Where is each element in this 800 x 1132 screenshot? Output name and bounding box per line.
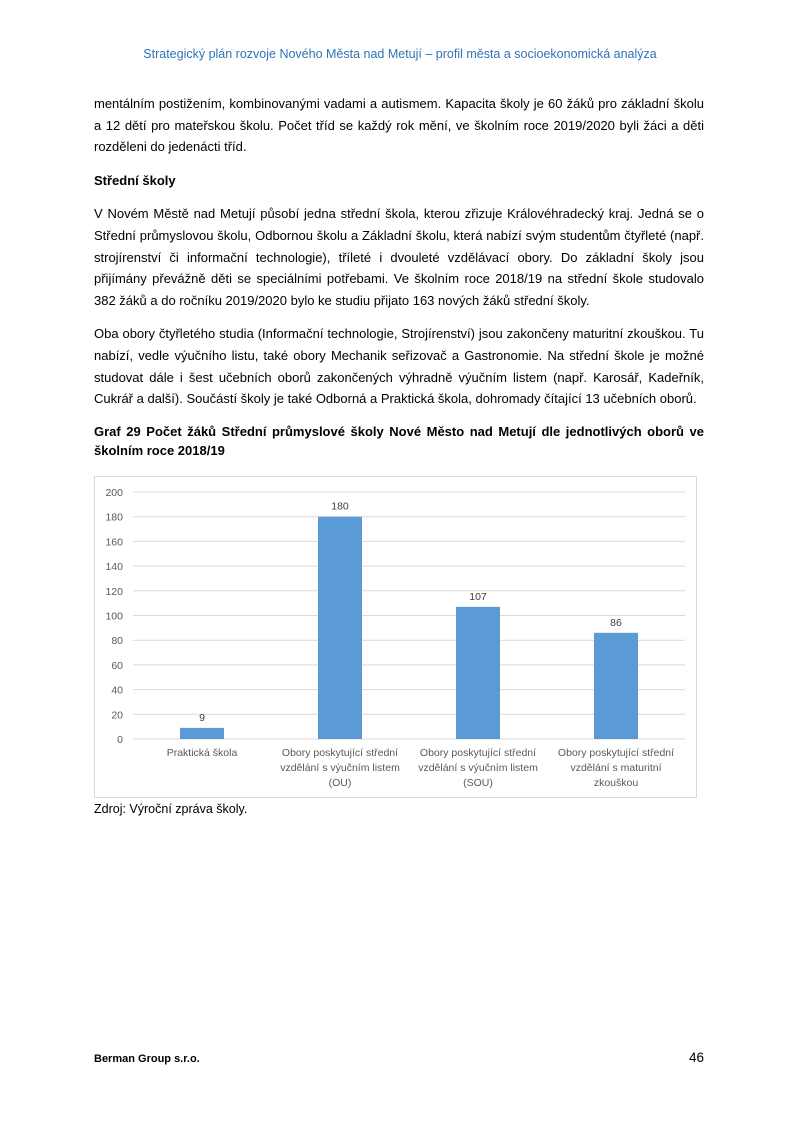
running-header: Strategický plán rozvoje Nového Města nad Metují – profil města a socioekonomická analýza <box>143 47 657 61</box>
paragraph-2: V Novém Městě nad Metují působí jedna střední škola, kterou zřizuje Královéhradecký kraj. Jedná se o Střední průmyslovou školu, Odbornou školu a Základní školu, která nabízí svým studentům čtyřleté (např. strojírenství či informační technologie), tříleté i dvouleté vzdělávací obory. Do základní školy jsou přijímány převážně děti se speciálními potřebami. Ve školním roce 2018/19 na střední škole studovalo 382 žáků a do ročníku 2019/2020 bylo ke studiu přijato 163 nových žáků střední školy. <box>94 206 704 308</box>
x-tick-label-line: Obory poskytující střední <box>557 747 675 759</box>
y-tick-label: 200 <box>105 487 123 499</box>
figure-source: Zdroj: Výroční zpráva školy. <box>94 802 248 816</box>
footer-company: Berman Group s.r.o. <box>94 1053 200 1065</box>
x-tick-label <box>280 747 400 789</box>
x-tick-label-line: vzdělání s maturitní <box>570 762 662 774</box>
bar <box>180 728 224 739</box>
data-label: 86 <box>610 616 622 629</box>
y-tick-label: 0 <box>117 734 123 746</box>
x-tick-label <box>167 747 238 759</box>
y-tick-label: 20 <box>111 709 123 722</box>
x-tick-label-line: zkouškou <box>593 777 639 789</box>
bar <box>318 517 362 739</box>
x-tick-label-line: vzdělání s výučním listem <box>418 762 538 774</box>
paragraph-1: mentálním postižením, kombinovanými vadami a autismem. Kapacita školy je 60 žáků pro základní školu a 12 dětí pro mateřskou školu. Počet tříd se každý rok mění, ve školním roce 2019/2020 byli žáci a děti rozděleni do jedenácti tříd. <box>94 96 704 155</box>
bar-chart <box>95 477 696 797</box>
x-tick-label-line: Obory poskytující střední <box>419 747 537 759</box>
x-tick-label-line: vzdělání s výučním listem <box>280 762 400 774</box>
data-label: 107 <box>469 590 487 603</box>
paragraph-3: Oba obory čtyřletého studia (Informační technologie, Strojírenství) jsou zakončeny maturitní zkouškou. Tu nabízí, vedle výučního listu, také obory Mechanik seřizovač a Gastronomie. Na střední škole je možné studovat dále i šest učebních oborů zakončených výhradně výučním listem (např. Karosář, Kadeřník, Cukrář a další). Součástí školy je také Odborná a Praktická škola, dohromady čítající 13 učebních oborů. <box>94 326 704 407</box>
data-label: 180 <box>331 500 349 513</box>
y-tick-label: 180 <box>105 511 123 524</box>
y-tick-label: 60 <box>111 659 123 672</box>
bar <box>594 633 638 739</box>
chart-container <box>94 476 697 798</box>
x-tick-label-line: (SOU) <box>463 777 493 789</box>
section-heading: Střední školy <box>94 172 176 188</box>
y-tick-label: 120 <box>105 585 123 598</box>
x-tick-label-line: Obory poskytující střední <box>281 747 399 759</box>
y-tick-label: 160 <box>105 536 123 549</box>
y-tick-label: 40 <box>111 684 123 697</box>
page-number: 46 <box>688 1050 704 1065</box>
y-tick-label: 100 <box>105 610 123 623</box>
y-tick-label: 140 <box>105 561 123 574</box>
bar <box>456 607 500 739</box>
data-label: 9 <box>199 711 205 724</box>
x-tick-label-line: Praktická škola <box>166 747 238 759</box>
page-content <box>94 93 704 466</box>
figure-caption: Graf 29 Počet žáků Střední průmyslové školy Nové Město nad Metují dle jednotlivých oborů ve školním roce 2018/19 <box>94 423 704 458</box>
x-tick-label-line: (OU) <box>328 777 352 789</box>
x-tick-label <box>418 747 538 789</box>
y-tick-label: 80 <box>111 635 123 648</box>
x-tick-label <box>558 747 674 789</box>
